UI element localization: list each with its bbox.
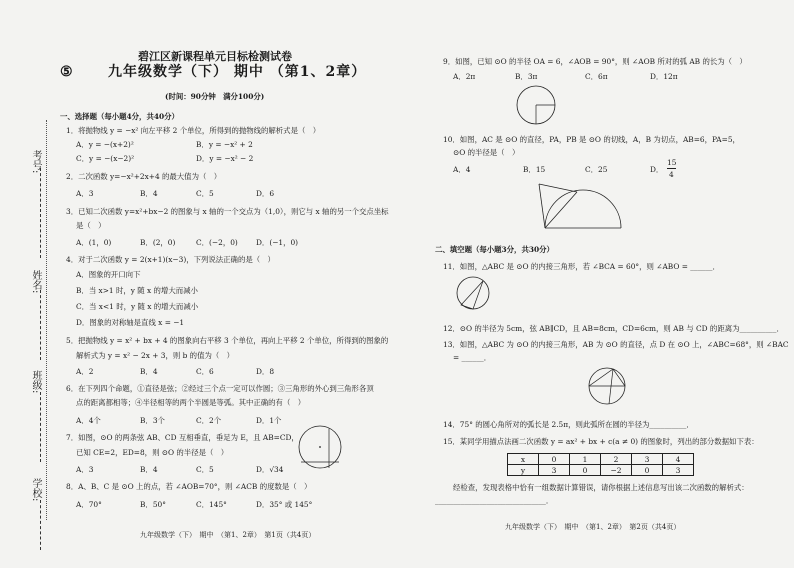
q13-stem: 13．如图，△ABC 为 ⊙O 的内接三角形，AB 为 ⊙O 的直径，点 D 在 ⊙O 上，∠ABC=68°，则 ∠BAC (443, 340, 789, 349)
q7-option-d: D．√34 (256, 465, 284, 474)
q13-chord-cd (609, 369, 613, 404)
q3-stem-cont: 是（ ） (76, 221, 106, 230)
q10-tangent-pb (539, 184, 577, 192)
table-cell: 2 (601, 454, 632, 465)
school-label: 学校: (30, 478, 41, 502)
table-cell: 3 (663, 465, 694, 476)
q13-triangle (589, 369, 625, 386)
q13-circle-figure (583, 362, 631, 410)
q9-option-c: C．6π (585, 72, 608, 81)
q4-option-a: A．图象的开口向下 (76, 270, 141, 279)
number-fill-line (40, 168, 41, 258)
q3-option-b: B．(2，0) (140, 238, 176, 247)
q6-stem-cont: 点的距离都相等；④半径相等的两个半圆是等弧。其中正确的有（ ） (76, 398, 306, 407)
q15-table-row-x (508, 454, 694, 465)
exam-subtitle: 九年级数学（下） 期中 （第1、2章） (108, 64, 367, 80)
q8-option-c: C．145° (196, 500, 227, 509)
section-heading-choice: 一、选择题（每小题4分，共40分） (60, 112, 179, 121)
binding-margin (0, 0, 58, 568)
q10-option-d-label: D． (650, 165, 664, 174)
q5-option-b: B．4 (140, 367, 158, 376)
q8-stem: 8．A、B、C 是 ⊙O 上的点，若 ∠AOB=70°，则 ∠ACB 的度数是（ ） (66, 482, 312, 491)
q7-circle-figure (295, 422, 345, 472)
q10-stem-cont: ⊙O 的半径是（ ） (453, 148, 520, 157)
q1-option-d: D．y = −x² − 2 (196, 154, 254, 163)
q15-value-table (507, 453, 694, 476)
q2-stem: 2．二次函数 y=−x²+2x+4 的最大值为（ ） (66, 172, 222, 181)
exam-title: 碧江区新课程单元目标检测试卷 (138, 50, 292, 63)
q12-stem: 12．⊙O 的半径为 5cm，弦 AB∥CD，且 AB=8cm，CD=6cm，则 AB 与 CD 的距离为__________． (443, 324, 784, 333)
table-cell: −2 (601, 465, 632, 476)
q15-note: 经检查，发现表格中恰有一组数据计算错误，请你根据上述信息写出该二次函数的解析式： (453, 483, 749, 492)
name-fill-line (40, 290, 41, 360)
q4-stem: 4．对于二次函数 y = 2(x+1)(x−3)，下列说法正确的是（ ） (66, 255, 275, 264)
class-fill-line (40, 392, 41, 462)
q6-option-a: A．4个 (76, 416, 101, 425)
q10-stem: 10．如图，AC 是 ⊙O 的直径，PA，PB 是 ⊙O 的切线，A，B 为切点，AB=6，PA=5， (443, 135, 740, 144)
q4-option-b: B．当 x>1 时，y 随 x 的增大而减小 (76, 286, 198, 295)
table-cell: 0 (632, 465, 663, 476)
number-label: 考号: (30, 150, 41, 174)
q3-option-d: D．(−1，0) (256, 238, 299, 247)
q6-option-d: D．1个 (256, 416, 282, 425)
table-cell: 0 (539, 454, 570, 465)
q8-option-b: B．50° (140, 500, 166, 509)
table-cell: 4 (663, 454, 694, 465)
q10-semicircle-figure (533, 180, 628, 235)
q10-tangent-pa (539, 184, 545, 228)
q15-answer-blank: ______________________________． (435, 496, 554, 505)
table-cell: x (508, 454, 539, 465)
q9-circle-figure (513, 82, 559, 128)
section-heading-fill: 二、填空题（每小题3分，共30分） (435, 245, 554, 254)
q10-arc (545, 190, 621, 228)
q8-option-a: A．70° (76, 500, 102, 509)
q10-option-d-denominator: 4 (669, 170, 674, 179)
page-2-footer: 九年级数学（下） 期中 （第1、2章） 第2页（共4页） (505, 523, 681, 531)
table-cell: 3 (632, 454, 663, 465)
q11-triangle (461, 281, 483, 309)
q5-stem-cont: 解析式为 y = x² − 2x + 3，则 b 的值为（ ） (76, 351, 235, 360)
exam-page-2 (405, 0, 794, 568)
q8-option-d: D．35° 或 145° (256, 500, 313, 509)
paper-number-badge: ⑤ (60, 64, 74, 80)
q3-stem: 3．已知二次函数 y=x²+bx−2 的图象与 x 轴的一个交点为（1,0），则它与 x 轴的另一个交点坐标 (66, 207, 389, 216)
name-label: 姓名: (30, 270, 41, 294)
q13-stem-cont: = ______． (453, 353, 492, 362)
exam-info: (时间：90分钟 满分100分) (165, 92, 265, 101)
q1-stem: 1．将抛物线 y = −x² 向左平移 2 个单位，所得到的抛物线的解析式是（ ） (66, 126, 321, 135)
q4-option-d: D．图象的对称轴是直线 x = −1 (76, 318, 185, 327)
q2-option-d: D．6 (256, 189, 275, 198)
q1-option-a: A．y = −(x+2)² (76, 140, 134, 149)
q9-option-a: A．2π (453, 72, 476, 81)
q2-option-c: C．5 (196, 189, 214, 198)
q5-stem: 5．把抛物线 y = x² + bx + 4 的图象向右平移 3 个单位，再向上平移 2 个单位，所得到的图象的 (66, 336, 389, 345)
q2-option-b: B．4 (140, 189, 158, 198)
q1-option-c: C．y = −(x−2)² (76, 154, 135, 163)
binding-dotted-line (46, 120, 47, 520)
q3-option-c: C．(−2，0) (196, 238, 238, 247)
q5-option-d: D．8 (256, 367, 275, 376)
q7-stem: 7．如图，⊙O 的两条弦 AB、CD 互相垂直，垂足为 E，且 AB=CD， (66, 433, 299, 442)
q11-stem: 11．如图，△ABC 是 ⊙O 的内接三角形，若 ∠BCA = 60°，则 ∠ABO = ______． (443, 262, 720, 271)
q2-option-a: A．3 (76, 189, 94, 198)
school-fill-line (40, 500, 41, 550)
table-cell: y (508, 465, 539, 476)
q3-option-a: A．(1，0) (76, 238, 112, 247)
class-label: 班级: (30, 370, 41, 394)
table-cell: 3 (539, 465, 570, 476)
q10-option-c: C．25 (585, 165, 608, 174)
page-1-footer: 九年级数学（下） 期中 （第1、2章） 第1页（共4页） (140, 531, 316, 539)
q15-stem: 15．某同学用描点法画二次函数 y = ax² + bx + c(a ≠ 0) 的图象时，列出的部分数据如下表： (443, 437, 759, 446)
q9-option-d: D．12π (650, 72, 678, 81)
table-cell: 0 (570, 465, 601, 476)
q4-option-c: C．当 x<1 时，y 随 x 的增大而减小 (76, 302, 199, 311)
q10-option-b: B．15 (523, 165, 546, 174)
q7-option-b: B．4 (140, 465, 158, 474)
q6-stem: 6．在下列四个命题，①直径是弦；②经过三个点一定可以作圆；③三角形的外心到三角形各顶 (66, 384, 374, 393)
q7-center-point (319, 446, 321, 448)
q10-option-a: A．4 (453, 165, 471, 174)
q6-option-b: B．3个 (140, 416, 165, 425)
q9-option-b: B．3π (515, 72, 538, 81)
q9-stem: 9．如图，已知 ⊙O 的半径 OA = 6，∠AOB = 90°，则 ∠AOB 所对的弧 AB 的长为（ ） (443, 57, 747, 66)
q11-circle-figure (453, 273, 493, 313)
q7-option-c: C．5 (196, 465, 214, 474)
q10-option-d-numerator: 15 (667, 158, 677, 167)
table-cell: 1 (570, 454, 601, 465)
q5-option-c: C．6 (196, 367, 214, 376)
q15-table-row-y (508, 465, 694, 476)
q7-stem-cont: 已知 CE=2，ED=8，则 ⊙O 的半径是（ ） (76, 448, 229, 457)
q1-option-b: B．y = −x² + 2 (196, 140, 253, 149)
q14-stem: 14．75° 的圆心角所对的弧长是 2.5π，则此弧所在圆的半径为__________． (443, 420, 694, 429)
q7-option-a: A．3 (76, 465, 94, 474)
q5-option-a: A．2 (76, 367, 94, 376)
q6-option-c: C．2个 (196, 416, 222, 425)
